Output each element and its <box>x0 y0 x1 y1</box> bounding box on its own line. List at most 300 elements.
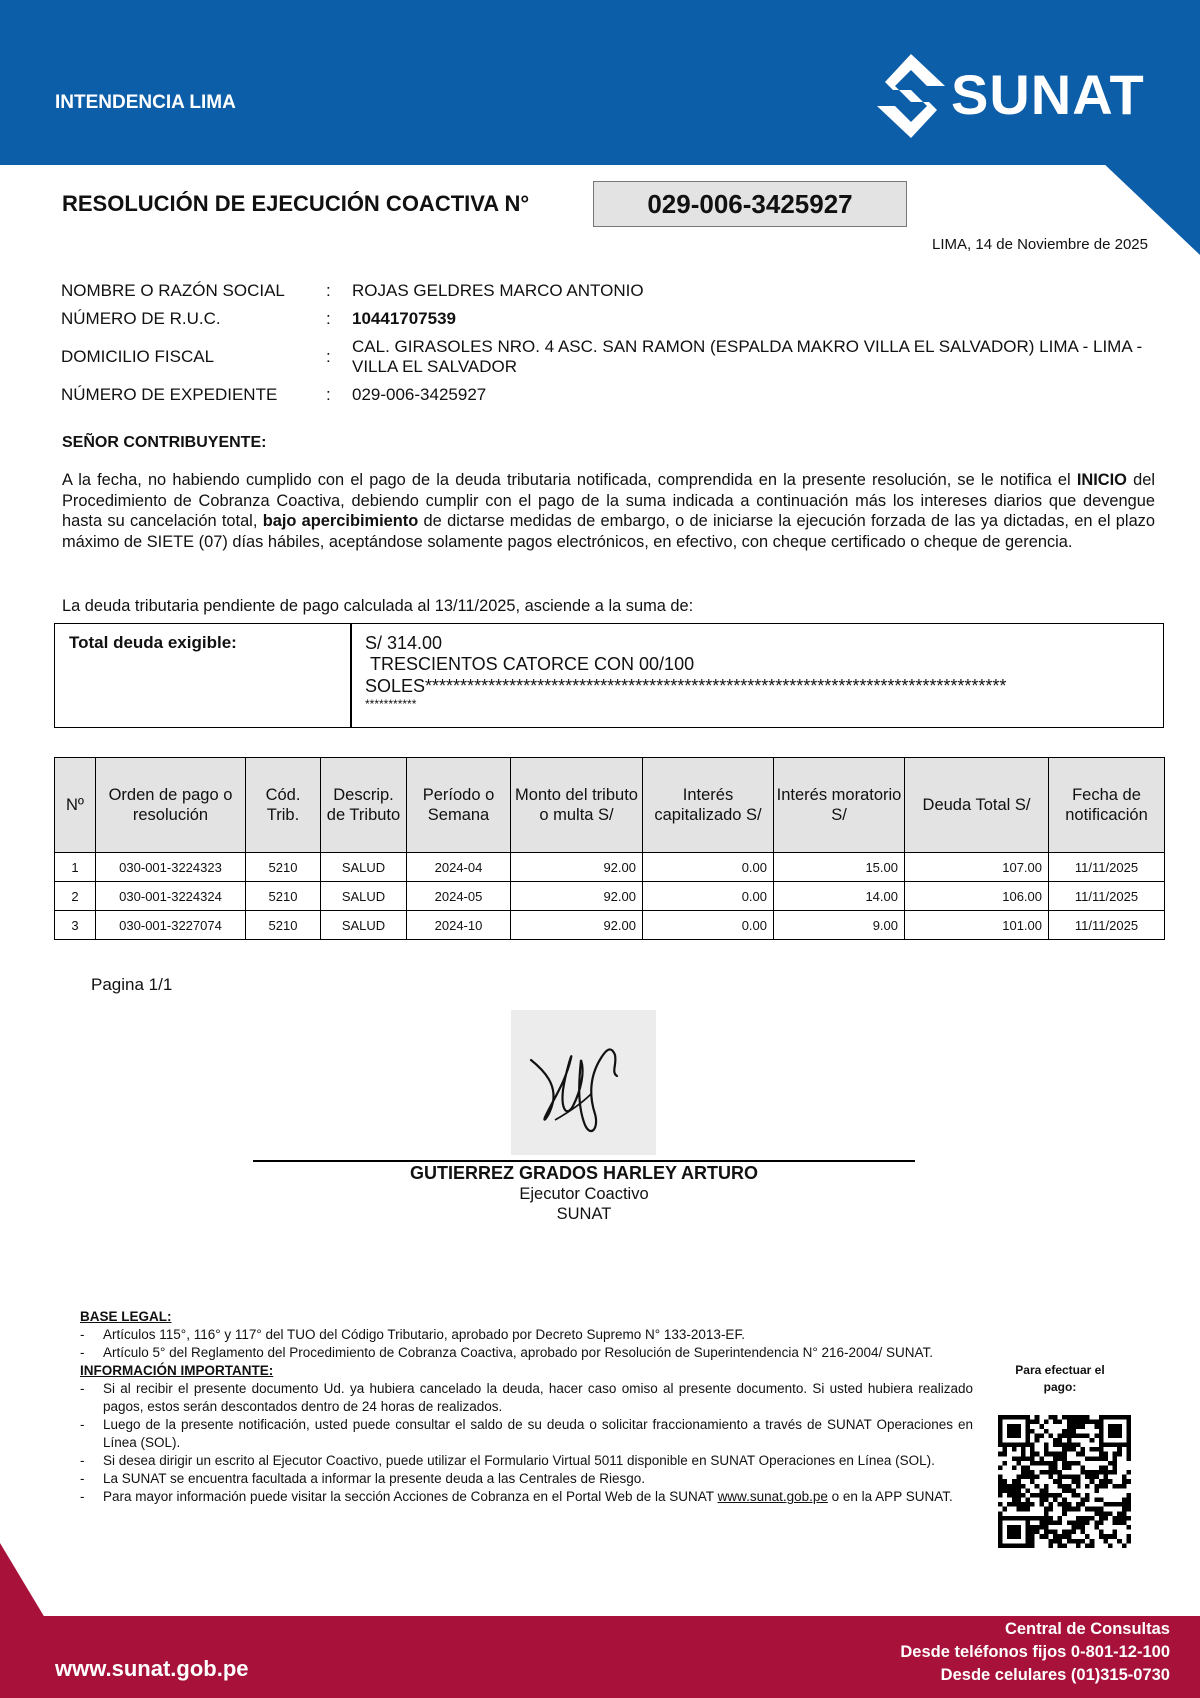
qr-module <box>998 1534 1003 1539</box>
qr-module <box>1099 1447 1104 1452</box>
qr-module <box>1094 1511 1099 1516</box>
qr-module <box>998 1433 1003 1438</box>
qr-module <box>1113 1424 1118 1429</box>
qr-module <box>1076 1479 1081 1484</box>
qr-module <box>998 1525 1003 1530</box>
qr-module <box>1122 1507 1127 1512</box>
qr-module <box>1067 1465 1072 1470</box>
qr-module <box>1076 1461 1081 1466</box>
qr-module <box>1003 1452 1008 1457</box>
qr-module <box>1099 1429 1104 1434</box>
qr-module <box>1113 1443 1118 1448</box>
qr-module <box>1012 1447 1017 1452</box>
qr-module <box>1016 1479 1021 1484</box>
qr-module <box>1071 1429 1076 1434</box>
qr-module <box>1103 1502 1108 1507</box>
qr-module <box>1099 1516 1104 1521</box>
qr-module <box>1090 1438 1095 1443</box>
qr-module <box>1044 1525 1049 1530</box>
qr-module <box>1053 1438 1058 1443</box>
qr-module <box>1035 1415 1040 1420</box>
qr-module <box>1058 1443 1063 1448</box>
qr-module <box>1090 1539 1095 1544</box>
qr-module <box>1085 1498 1090 1503</box>
qr-module <box>1076 1433 1081 1438</box>
qr-module <box>1044 1534 1049 1539</box>
qr-module <box>1026 1456 1031 1461</box>
qr-module <box>1108 1429 1113 1434</box>
qr-module <box>998 1465 1003 1470</box>
qr-module <box>1067 1507 1072 1512</box>
qr-module <box>1094 1420 1099 1425</box>
qr-module <box>1108 1470 1113 1475</box>
qr-module <box>1099 1438 1104 1443</box>
qr-module <box>1030 1525 1035 1530</box>
qr-module <box>1016 1456 1021 1461</box>
qr-module <box>1067 1461 1072 1466</box>
qr-module <box>1044 1493 1049 1498</box>
table-cell: 92.00 <box>511 853 643 882</box>
total-divider <box>350 623 352 728</box>
qr-module <box>1016 1475 1021 1480</box>
qr-module <box>1122 1415 1127 1420</box>
qr-module <box>1117 1443 1122 1448</box>
qr-module <box>1067 1539 1072 1544</box>
qr-module <box>998 1415 1003 1420</box>
table-row <box>55 882 1165 911</box>
qr-module <box>1035 1461 1040 1466</box>
qr-module <box>1021 1470 1026 1475</box>
qr-module <box>1085 1475 1090 1480</box>
signer-organization: SUNAT <box>556 1205 612 1223</box>
qr-module <box>1062 1511 1067 1516</box>
qr-module <box>998 1516 1003 1521</box>
qr-module <box>1030 1452 1035 1457</box>
table-cell: 030-001-3227074 <box>96 911 246 940</box>
qr-module <box>1103 1479 1108 1484</box>
qr-module <box>998 1502 1003 1507</box>
qr-module <box>1099 1415 1104 1420</box>
qr-module <box>1039 1516 1044 1521</box>
table-cell: 106.00 <box>905 882 1049 911</box>
qr-module <box>1099 1465 1104 1470</box>
qr-module <box>1062 1452 1067 1457</box>
qr-module <box>1085 1420 1090 1425</box>
qr-module <box>998 1520 1003 1525</box>
qr-module <box>1007 1516 1012 1521</box>
qr-module <box>1026 1502 1031 1507</box>
qr-module <box>1026 1475 1031 1480</box>
qr-module <box>1030 1475 1035 1480</box>
table-cell: 2 <box>55 882 96 911</box>
qr-module <box>1126 1456 1131 1461</box>
payment-qr-code[interactable] <box>998 1415 1131 1548</box>
qr-module <box>1003 1484 1008 1489</box>
qr-module <box>1012 1433 1017 1438</box>
qr-module <box>1026 1520 1031 1525</box>
qr-module <box>1062 1484 1067 1489</box>
qr-module <box>1113 1520 1118 1525</box>
qr-module <box>1113 1456 1118 1461</box>
qr-module <box>1021 1415 1026 1420</box>
qr-module <box>1071 1433 1076 1438</box>
qr-module <box>1007 1424 1012 1429</box>
table-cell: 3 <box>55 911 96 940</box>
qr-module <box>1026 1470 1031 1475</box>
qr-module <box>1067 1484 1072 1489</box>
qr-module <box>1030 1516 1035 1521</box>
info-value-nombre: ROJAS GELDRES MARCO ANTONIO <box>352 281 644 300</box>
qr-module <box>1071 1507 1076 1512</box>
qr-module <box>1081 1525 1086 1530</box>
info-label-ruc: NÚMERO DE R.U.C. <box>61 309 221 328</box>
table-header: Interés capitalizado S/ <box>643 758 774 853</box>
qr-module <box>1021 1516 1026 1521</box>
qr-module <box>1048 1543 1053 1548</box>
qr-module <box>1062 1543 1067 1548</box>
qr-module <box>1012 1530 1017 1535</box>
qr-module <box>1030 1429 1035 1434</box>
qr-module <box>1035 1475 1040 1480</box>
qr-module <box>1016 1484 1021 1489</box>
qr-module <box>1039 1456 1044 1461</box>
total-soles-line: SOLES*********************************************************************************** <box>365 676 1007 696</box>
qr-module <box>1044 1429 1049 1434</box>
qr-module <box>1076 1493 1081 1498</box>
qr-module <box>1026 1438 1031 1443</box>
qr-module <box>1048 1502 1053 1507</box>
table-cell: 0.00 <box>643 853 774 882</box>
qr-module <box>1117 1502 1122 1507</box>
qr-module <box>1026 1498 1031 1503</box>
qr-module <box>1076 1543 1081 1548</box>
qr-module <box>1099 1420 1104 1425</box>
qr-module <box>1007 1443 1012 1448</box>
qr-module <box>1090 1475 1095 1480</box>
qr-module <box>1099 1520 1104 1525</box>
qr-module <box>1048 1452 1053 1457</box>
resolution-date: LIMA, 14 de Noviembre de 2025 <box>932 236 1148 253</box>
qr-module <box>1103 1484 1108 1489</box>
qr-module <box>1081 1452 1086 1457</box>
qr-module <box>1067 1429 1072 1434</box>
qr-module <box>1016 1424 1021 1429</box>
qr-module <box>1067 1530 1072 1535</box>
qr-module <box>1081 1516 1086 1521</box>
qr-module <box>1053 1530 1058 1535</box>
qr-module <box>1012 1493 1017 1498</box>
table-cell: 030-001-3224323 <box>96 853 246 882</box>
qr-module <box>1117 1447 1122 1452</box>
qr-module <box>1062 1534 1067 1539</box>
qr-module <box>1081 1433 1086 1438</box>
qr-module <box>1090 1447 1095 1452</box>
qr-module <box>1016 1516 1021 1521</box>
info-text: Para mayor información puede visitar la sección Acciones de Cobranza en el Portal Web de la SUNAT <box>103 1489 718 1504</box>
qr-module <box>1094 1433 1099 1438</box>
qr-module <box>1126 1502 1131 1507</box>
table-cell: 0.00 <box>643 911 774 940</box>
table-header: Período o Semana <box>407 758 511 853</box>
resolution-number: 029-006-3425927 <box>593 181 907 227</box>
qr-module <box>1113 1429 1118 1434</box>
qr-module <box>1117 1539 1122 1544</box>
table-cell: 101.00 <box>905 911 1049 940</box>
qr-module <box>1058 1420 1063 1425</box>
info-label-nombre: NOMBRE O RAZÓN SOCIAL <box>61 281 285 300</box>
table-header: Nº <box>55 758 96 853</box>
table-cell: 11/11/2025 <box>1049 882 1165 911</box>
qr-module <box>1099 1511 1104 1516</box>
table-cell: 5210 <box>246 853 321 882</box>
qr-module <box>1039 1493 1044 1498</box>
qr-module <box>1048 1530 1053 1535</box>
qr-module <box>1067 1502 1072 1507</box>
qr-module <box>1103 1475 1108 1480</box>
table-header: Deuda Total S/ <box>905 758 1049 853</box>
qr-module <box>1094 1456 1099 1461</box>
qr-module <box>1030 1447 1035 1452</box>
qr-module <box>1113 1415 1118 1420</box>
qr-module <box>1081 1502 1086 1507</box>
qr-module <box>1044 1488 1049 1493</box>
qr-module <box>1030 1470 1035 1475</box>
qr-module <box>1103 1470 1108 1475</box>
qr-module <box>1071 1520 1076 1525</box>
qr-module <box>1048 1465 1053 1470</box>
body-text-inicio: INICIO <box>1076 471 1127 489</box>
qr-module <box>1003 1507 1008 1512</box>
qr-module <box>1085 1543 1090 1548</box>
qr-module <box>1062 1461 1067 1466</box>
qr-module <box>1099 1443 1104 1448</box>
qr-module <box>1094 1525 1099 1530</box>
qr-module <box>1044 1447 1049 1452</box>
qr-module <box>1044 1452 1049 1457</box>
qr-module <box>1030 1530 1035 1535</box>
qr-module <box>1085 1470 1090 1475</box>
qr-module <box>1090 1470 1095 1475</box>
qr-module <box>1048 1475 1053 1480</box>
qr-module <box>1044 1511 1049 1516</box>
qr-module <box>1113 1484 1118 1489</box>
qr-module <box>1053 1534 1058 1539</box>
qr-module <box>1076 1443 1081 1448</box>
qr-module <box>1122 1502 1127 1507</box>
qr-module <box>1030 1534 1035 1539</box>
qr-module <box>1053 1461 1058 1466</box>
table-cell: 2024-04 <box>407 853 511 882</box>
qr-module <box>1076 1475 1081 1480</box>
qr-module <box>998 1484 1003 1489</box>
signer-name: GUTIERREZ GRADOS HARLEY ARTURO <box>409 1163 758 1183</box>
qr-module <box>998 1420 1003 1425</box>
qr-module <box>1048 1470 1053 1475</box>
qr-module <box>1053 1415 1058 1420</box>
qr-module <box>1021 1543 1026 1548</box>
table-cell: 1 <box>55 853 96 882</box>
qr-module <box>1067 1520 1072 1525</box>
qr-module <box>1067 1534 1072 1539</box>
qr-module <box>1094 1424 1099 1429</box>
qr-module <box>1067 1424 1072 1429</box>
table-cell: 107.00 <box>905 853 1049 882</box>
qr-module <box>1039 1525 1044 1530</box>
table-cell: 5210 <box>246 911 321 940</box>
footer-phone-mobile: Desde celulares (01)315-0730 <box>940 1666 1170 1684</box>
qr-module <box>1117 1424 1122 1429</box>
qr-module <box>1039 1534 1044 1539</box>
qr-module <box>1113 1461 1118 1466</box>
info-item: - Luego de la presente notificación, usted puede consultar el saldo de su deuda o solicitar fraccionamiento a través de SUNAT Operaciones en Línea (SOL). <box>80 1416 973 1452</box>
qr-module <box>1113 1530 1118 1535</box>
qr-module <box>1126 1438 1131 1443</box>
qr-module <box>1099 1479 1104 1484</box>
qr-module <box>1090 1516 1095 1521</box>
table-cell: 11/11/2025 <box>1049 853 1165 882</box>
qr-module <box>1126 1493 1131 1498</box>
qr-module <box>1058 1438 1063 1443</box>
sunat-logo <box>875 52 1165 140</box>
intendencia-label: INTENDENCIA LIMA <box>55 92 236 113</box>
qr-module <box>1099 1484 1104 1489</box>
qr-module <box>1007 1488 1012 1493</box>
total-stars-line: *********** <box>365 697 417 711</box>
qr-module <box>1048 1461 1053 1466</box>
qr-module <box>1021 1465 1026 1470</box>
sunat-portal-link[interactable]: www.sunat.gob.pe <box>717 1489 828 1504</box>
qr-module <box>1012 1465 1017 1470</box>
qr-module <box>1099 1424 1104 1429</box>
qr-module <box>1071 1530 1076 1535</box>
table-cell: 14.00 <box>774 882 905 911</box>
qr-module <box>1062 1415 1067 1420</box>
qr-module <box>1126 1429 1131 1434</box>
signature-image <box>511 1010 656 1155</box>
qr-module <box>1053 1479 1058 1484</box>
total-label: Total deuda exigible: <box>69 633 237 652</box>
signer-role: Ejecutor Coactivo <box>519 1185 649 1203</box>
qr-module <box>1026 1429 1031 1434</box>
qr-module <box>1044 1498 1049 1503</box>
table-cell: 2024-05 <box>407 882 511 911</box>
qr-module <box>1003 1479 1008 1484</box>
qr-module <box>1126 1498 1131 1503</box>
qr-module <box>1039 1520 1044 1525</box>
qr-module <box>1071 1525 1076 1530</box>
qr-module <box>1067 1438 1072 1443</box>
total-amount-words: TRESCIENTOS CATORCE CON 00/100 <box>370 654 695 674</box>
qr-module <box>1039 1498 1044 1503</box>
info-value-domicilio: CAL. GIRASOLES NRO. 4 ASC. SAN RAMON (ESPALDA MAKRO VILLA EL SALVADOR) LIMA - LIMA - VILLA EL SALVADOR <box>352 337 1143 376</box>
qr-module <box>1021 1493 1026 1498</box>
qr-module <box>1081 1498 1086 1503</box>
qr-module <box>1035 1525 1040 1530</box>
qr-module <box>1126 1433 1131 1438</box>
qr-module <box>1016 1502 1021 1507</box>
info-item <box>80 1488 973 1506</box>
qr-module <box>1048 1520 1053 1525</box>
qr-module <box>1117 1429 1122 1434</box>
table-cell: 2024-10 <box>407 911 511 940</box>
qr-module <box>1039 1470 1044 1475</box>
qr-module <box>1039 1424 1044 1429</box>
qr-module <box>1076 1507 1081 1512</box>
qr-module <box>1117 1452 1122 1457</box>
qr-module <box>1026 1488 1031 1493</box>
qr-module <box>1108 1479 1113 1484</box>
qr-module <box>1126 1525 1131 1530</box>
table-cell: 9.00 <box>774 911 905 940</box>
qr-module <box>1012 1488 1017 1493</box>
qr-module <box>1058 1516 1063 1521</box>
qr-module <box>1113 1465 1118 1470</box>
qr-module <box>1030 1502 1035 1507</box>
qr-module <box>1044 1516 1049 1521</box>
qr-module <box>998 1479 1003 1484</box>
qr-module <box>1044 1461 1049 1466</box>
qr-module <box>1012 1516 1017 1521</box>
qr-module <box>1053 1539 1058 1544</box>
qr-module <box>998 1493 1003 1498</box>
footer-website[interactable]: www.sunat.gob.pe <box>55 1656 249 1681</box>
qr-pay-label: Para efectuar el pago: <box>1015 1363 1105 1394</box>
qr-module <box>1053 1470 1058 1475</box>
table-cell: 15.00 <box>774 853 905 882</box>
qr-module <box>1053 1498 1058 1503</box>
qr-module <box>1053 1420 1058 1425</box>
qr-module <box>1081 1424 1086 1429</box>
qr-module <box>1122 1516 1127 1521</box>
qr-module <box>1053 1465 1058 1470</box>
qr-module <box>1026 1415 1031 1420</box>
qr-module <box>1090 1456 1095 1461</box>
qr-module <box>1099 1507 1104 1512</box>
qr-module <box>1007 1484 1012 1489</box>
total-amount: S/ 314.00 <box>365 633 443 653</box>
table-header: Interés moratorio S/ <box>774 758 905 853</box>
qr-module <box>1026 1507 1031 1512</box>
qr-module <box>1094 1484 1099 1489</box>
info-colon: : <box>326 281 331 300</box>
qr-module <box>1035 1433 1040 1438</box>
qr-module <box>1094 1470 1099 1475</box>
table-cell: 92.00 <box>511 882 643 911</box>
qr-module <box>1062 1456 1067 1461</box>
qr-module <box>1035 1420 1040 1425</box>
qr-module <box>1058 1484 1063 1489</box>
info-colon: : <box>326 309 331 328</box>
qr-module <box>1122 1475 1127 1480</box>
qr-module <box>1103 1534 1108 1539</box>
qr-module <box>1035 1516 1040 1521</box>
qr-module <box>1085 1415 1090 1420</box>
qr-module <box>1039 1488 1044 1493</box>
qr-module <box>1030 1443 1035 1448</box>
qr-module <box>1071 1447 1076 1452</box>
qr-module <box>1108 1415 1113 1420</box>
qr-module <box>1030 1479 1035 1484</box>
qr-module <box>1076 1502 1081 1507</box>
qr-module <box>1062 1447 1067 1452</box>
qr-module <box>1122 1498 1127 1503</box>
info-important-title: INFORMACIÓN IMPORTANTE: <box>80 1363 274 1378</box>
qr-module <box>1016 1498 1021 1503</box>
body-text-part: A la fecha, no habiendo cumplido con el pago de la deuda tributaria notificada, comprendida en la presente resolución, se le notifica el <box>62 471 1077 489</box>
qr-module <box>1058 1543 1063 1548</box>
qr-module <box>1067 1433 1072 1438</box>
qr-module <box>1062 1530 1067 1535</box>
